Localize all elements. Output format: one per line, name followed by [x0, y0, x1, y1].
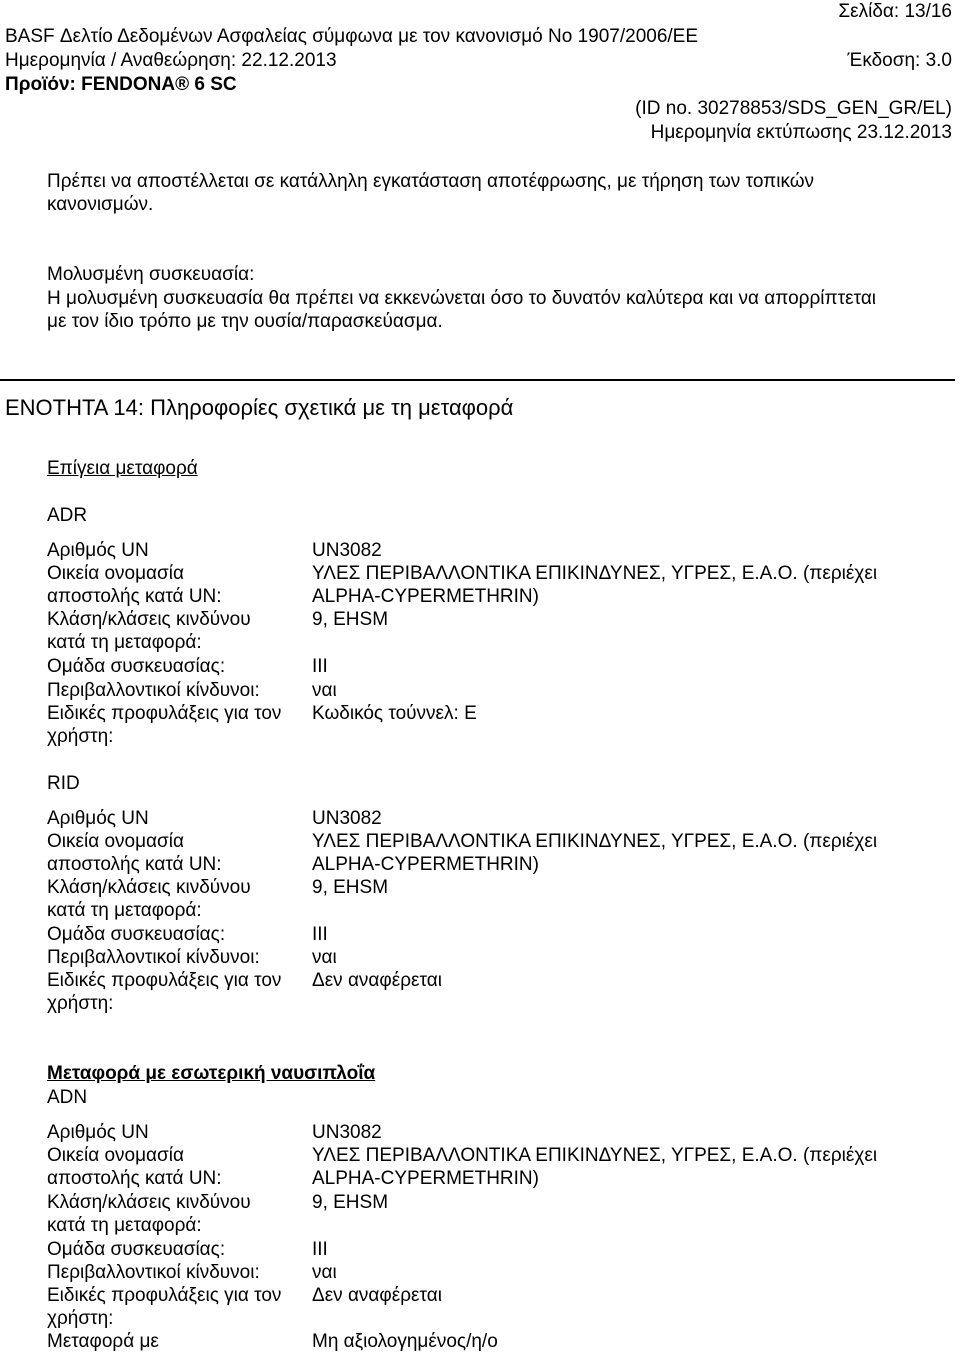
special-precautions-value: Δεν αναφέρεται: [312, 970, 442, 991]
rid-heading: RID: [47, 773, 80, 794]
shipping-name-label-2: αποστολής κατά UN:: [47, 586, 222, 607]
hazard-class-label-2: κατά τη μεταφορά:: [47, 900, 202, 921]
shipping-name-label-2: αποστολής κατά UN:: [47, 1168, 222, 1189]
packing-group-label: Ομάδα συσκευασίας:: [47, 656, 226, 677]
product-name: Προϊόν: FENDONA® 6 SC: [5, 74, 237, 95]
hazard-class-label-2: κατά τη μεταφορά:: [47, 1215, 202, 1236]
special-precautions-value: Κωδικός τούννελ: E: [312, 703, 477, 724]
environmental-hazards-label: Περιβαλλοντικοί κίνδυνοι:: [47, 1262, 260, 1283]
revision-date: Ημερομηνία / Αναθεώρηση: 22.12.2013: [5, 50, 337, 71]
adr-heading: ADR: [47, 505, 88, 526]
packing-group-label: Ομάδα συσκευασίας:: [47, 1239, 226, 1260]
inland-waterway-heading: Μεταφορά με εσωτερική ναυσιπλοΐα: [47, 1063, 376, 1084]
hazard-class-label-2: κατά τη μεταφορά:: [47, 632, 202, 653]
special-precautions-label-2: χρήστη:: [47, 993, 114, 1014]
special-precautions-value: Δεν αναφέρεται: [312, 1285, 442, 1306]
shipping-name-label-2: αποστολής κατά UN:: [47, 854, 222, 875]
section-divider: [0, 379, 955, 381]
packaging-text-line1: Η μολυσμένη συσκευασία θα πρέπει να εκκενώνεται όσο το δυνατόν καλύτερα και να απορρίπτεται: [47, 288, 877, 309]
hazard-class-label-1: Κλάση/κλάσεις κινδύνου: [47, 609, 251, 630]
disposal-text-line2: κανονισμών.: [47, 194, 154, 215]
un-number-label: Αριθμός UN: [47, 808, 149, 829]
environmental-hazards-value: ναι: [312, 947, 337, 968]
hazard-class-value: 9, EHSM: [312, 609, 389, 630]
un-number-value: UN3082: [312, 1122, 382, 1143]
tanker-transport-label: Μεταφορά με: [47, 1331, 159, 1352]
shipping-name-value-1: ΥΛΕΣ ΠΕΡΙΒΑΛΛΟΝΤΙΚΑ ΕΠΙΚΙΝΔΥΝΕΣ, ΥΓΡΕΣ, Ε.Α.Ο. (περιέχει: [312, 831, 878, 852]
id-number: (ID no. 30278853/SDS_GEN_GR/EL): [635, 98, 952, 119]
print-date: Ημερομηνία εκτύπωσης 23.12.2013: [650, 122, 952, 143]
shipping-name-label-1: Οικεία ονομασία: [47, 563, 184, 584]
shipping-name-label-1: Οικεία ονομασία: [47, 831, 184, 852]
adn-heading: ADN: [47, 1087, 88, 1108]
special-precautions-label-2: χρήστη:: [47, 1308, 114, 1329]
section-title: ΕΝΟΤΗΤΑ 14: Πληροφορίες σχετικά με τη μεταφορά: [5, 395, 514, 420]
page-number: Σελίδα: 13/16: [838, 1, 952, 22]
special-precautions-label-1: Ειδικές προφυλάξεις για τον: [47, 703, 282, 724]
shipping-name-label-1: Οικεία ονομασία: [47, 1145, 184, 1166]
land-transport-heading: Επίγεια μεταφορά: [47, 458, 198, 479]
disposal-text-line1: Πρέπει να αποστέλλεται σε κατάλληλη εγκατάσταση αποτέφρωσης, με τήρηση των τοπικών: [47, 171, 815, 192]
un-number-label: Αριθμός UN: [47, 1122, 149, 1143]
environmental-hazards-value: ναι: [312, 680, 337, 701]
hazard-class-value: 9, EHSM: [312, 1192, 389, 1213]
special-precautions-label-1: Ειδικές προφυλάξεις για τον: [47, 970, 282, 991]
tanker-transport-value: Μη αξιολογημένος/η/ο: [312, 1331, 498, 1352]
shipping-name-value-2: ALPHA-CYPERMETHRIN): [312, 586, 539, 607]
packaging-heading: Μολυσμένη συσκευασία:: [47, 264, 255, 285]
packing-group-value: III: [312, 656, 328, 677]
document-title: BASF Δελτίο Δεδομένων Ασφαλείας σύμφωνα με τον κανονισμό Νο 1907/2006/ΕΕ: [5, 26, 699, 47]
hazard-class-label-1: Κλάση/κλάσεις κινδύνου: [47, 877, 251, 898]
un-number-value: UN3082: [312, 540, 382, 561]
packing-group-value: III: [312, 1239, 328, 1260]
special-precautions-label-1: Ειδικές προφυλάξεις για τον: [47, 1285, 282, 1306]
special-precautions-label-2: χρήστη:: [47, 726, 114, 747]
shipping-name-value-2: ALPHA-CYPERMETHRIN): [312, 1168, 539, 1189]
hazard-class-value: 9, EHSM: [312, 877, 389, 898]
shipping-name-value-2: ALPHA-CYPERMETHRIN): [312, 854, 539, 875]
un-number-label: Αριθμός UN: [47, 540, 149, 561]
environmental-hazards-label: Περιβαλλοντικοί κίνδυνοι:: [47, 947, 260, 968]
packaging-text-line2: με τον ίδιο τρόπο με την ουσία/παρασκεύασμα.: [47, 311, 443, 332]
environmental-hazards-label: Περιβαλλοντικοί κίνδυνοι:: [47, 680, 260, 701]
packing-group-label: Ομάδα συσκευασίας:: [47, 924, 226, 945]
version: Έκδοση: 3.0: [847, 50, 952, 71]
environmental-hazards-value: ναι: [312, 1262, 337, 1283]
shipping-name-value-1: ΥΛΕΣ ΠΕΡΙΒΑΛΛΟΝΤΙΚΑ ΕΠΙΚΙΝΔΥΝΕΣ, ΥΓΡΕΣ, Ε.Α.Ο. (περιέχει: [312, 1145, 878, 1166]
shipping-name-value-1: ΥΛΕΣ ΠΕΡΙΒΑΛΛΟΝΤΙΚΑ ΕΠΙΚΙΝΔΥΝΕΣ, ΥΓΡΕΣ, Ε.Α.Ο. (περιέχει: [312, 563, 878, 584]
hazard-class-label-1: Κλάση/κλάσεις κινδύνου: [47, 1192, 251, 1213]
packing-group-value: III: [312, 924, 328, 945]
un-number-value: UN3082: [312, 808, 382, 829]
